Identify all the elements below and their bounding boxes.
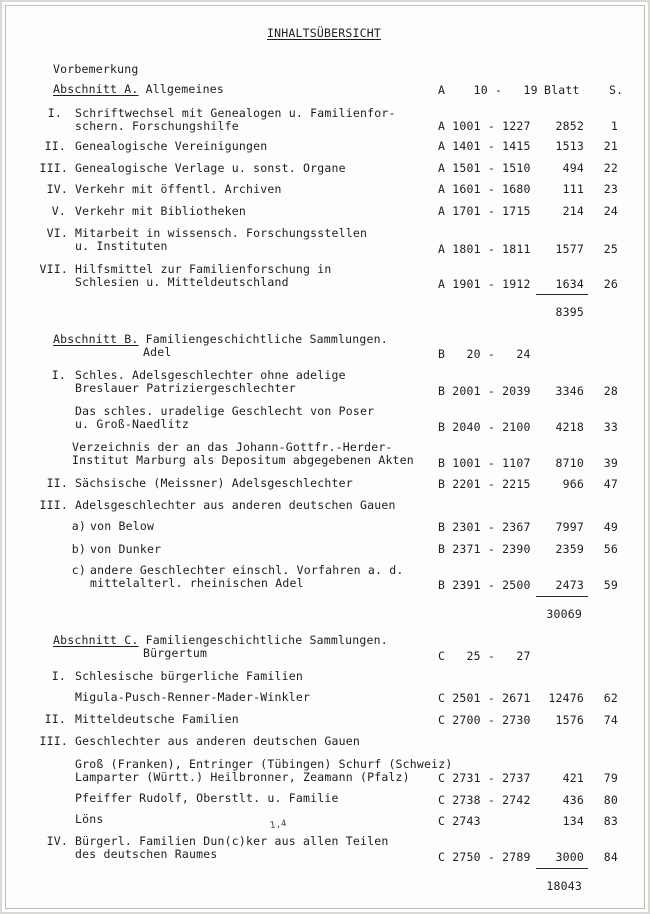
column-header-blatt: Blatt — [544, 83, 580, 97]
section-a-total: 8395 — [555, 305, 584, 319]
section-c-range: C 25 - 27 — [438, 649, 531, 663]
section-b-heading: Abschnitt B. Familiengeschichtliche Sammlungen. — [53, 332, 388, 346]
preface-heading: Vorbemerkung — [53, 62, 139, 76]
document-title: INHALTSÜBERSICHT — [267, 26, 381, 40]
handwritten-margin-note: 1,4 — [269, 818, 288, 832]
section-b-range: B 20 - 24 — [438, 347, 531, 361]
sum-rule — [536, 294, 588, 295]
section-a-heading: Abschnitt A. Allgemeines — [53, 82, 224, 96]
document-page: INHALTSÜBERSICHT Vorbemerkung Abschnitt A. Allgemeines A 10 - 19 Blatt S. I. Schriftwechsel mit Genealogen u. Familienfor- schern. Forschungshilfe A 1001 - 1227 2852 1 II. Genealogische Vereinigungen A 1401 - 1415 1513 21 III. Genealogische Verlage u. sonst. Organe A 1501 - 1510 494 22 IV. Verkehr mit öffentl. Archiven A 1601 - 1680 111 23 V. Verkehr mit Bibliotheken A 1701 - 1715 214 24 VI. Mitarbeit in wissensch. Forschungsstellen u. Instituten A 1801 - 1811 1577 25 VII. Hilfsmittel zur Familienforschung in Schlesien u. Mitteldeutschland A 1901 - 1912 1634 26 8395 Abschnitt B. Familiengeschichtliche Sammlungen. Adel B 20 - 24 I. Schles. Adelsgeschlechter ohne adelige Breslauer Patriziergeschlechter B 2001 - 2039 3346 28 Das schles. uradelige Geschlecht von Poser u. Groß-Naedlitz B 2040 - 2100 4218 33 Verzeichnis der an das Johann-Gottfr.-Herder- Institut Marburg als Depositum abgegebenen Akten B 1001 - 1107 8710 39 II. Sächsische (Meissner) Adelsgeschlechter B 2201 - 2215 966 47 III. Adelsgeschlechter aus anderen deutschen Gauen a) von Below B 2301 - 2367 7997 49 b) von Dunker B 2371 - 2390 2359 56 c) andere Geschlechter einschl. Vorfahren a. d. mittelalterl. rheinischen Adel B 2391 - 2500 2473 59 30069 Abschnitt C. Familiengeschichtliche Sammlungen. Bürgertum C 25 - 27 I. Schlesische bürgerliche Familien Migula-Pusch-Renner-Mader-Winkler C 2501 - 2671 12476 62 II. Mitteldeutsche Familien C 2700 - 2730 1576 74 III. Geschlechter aus anderen deutschen Gauen Groß (Franken), Entringer (Tübingen) Schurf (Schweiz) Lamparter (Württ.) Heilbronner, Zeamann (Pfalz) C 2731 - 2737 421 79 Pfeiffer Rudolf, Oberstlt. u. Familie C 2738 - 2742 436 80 Löns C 2743 134 83 1,4 IV. Bürgerl. Familien Dun(c)ker aus allen Teilen des deutschen Raumes C 2750 - 2789 3000 84 18043 — [0, 0, 650, 914]
section-c-subtitle: Bürgertum — [143, 646, 208, 660]
section-c-total: 18043 — [546, 879, 582, 893]
column-header-seite: S. — [609, 83, 624, 97]
section-a-range: A 10 - 19 — [438, 83, 538, 97]
sum-rule — [536, 596, 588, 597]
section-b-subtitle: Adel — [143, 345, 172, 359]
section-b-total: 30069 — [546, 607, 582, 621]
sum-rule — [536, 868, 588, 869]
section-c-heading: Abschnitt C. Familiengeschichtliche Sammlungen. — [53, 633, 388, 647]
